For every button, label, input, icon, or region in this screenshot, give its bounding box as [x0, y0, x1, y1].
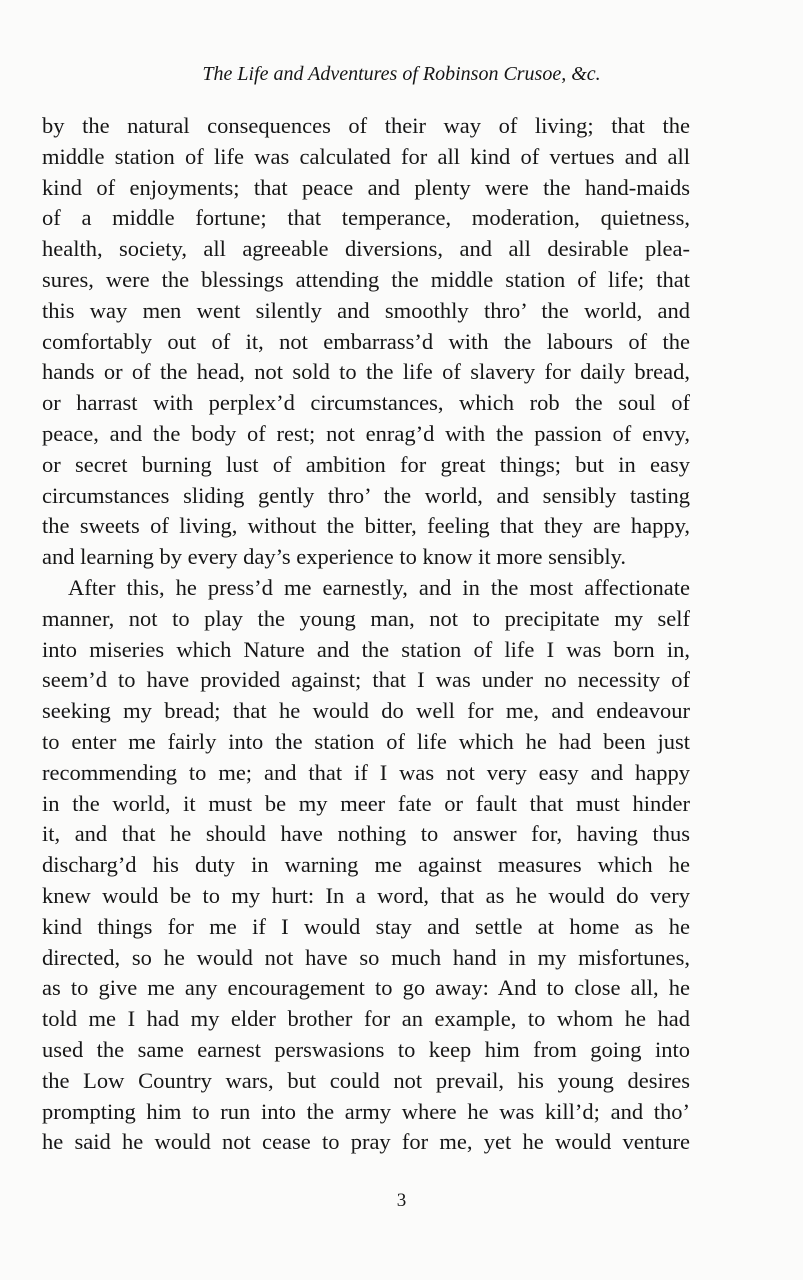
- text-line: as to give me any encouragement to go away: And to close all, he: [42, 975, 690, 1001]
- text-line: seem’d to have provided against; that I was under no necessity of: [42, 667, 690, 693]
- text-line: it, and that he should have nothing to answer for, having thus: [42, 821, 690, 847]
- text-line: kind of enjoyments; that peace and plenty were the hand-maids: [42, 174, 690, 200]
- text-line: manner, not to play the young man, not to precipitate my self: [42, 605, 690, 631]
- paragraph-start-line: After this, he press’d me earnestly, and in the most affectionate: [68, 574, 690, 600]
- text-line: told me I had my elder brother for an example, to whom he had: [42, 1006, 690, 1032]
- text-line: middle station of life was calculated for all kind of vertues and all: [42, 143, 690, 169]
- text-line: the sweets of living, without the bitter, feeling that they are happy,: [42, 513, 690, 539]
- text-line: knew would be to my hurt: In a word, that as he would do very: [42, 882, 690, 908]
- text-line: by the natural consequences of their way of living; that the: [42, 113, 690, 138]
- text-line: in the world, it must be my meer fate or fault that must hinder: [42, 790, 690, 816]
- text-line: into miseries which Nature and the station of life I was born in,: [42, 636, 690, 662]
- body-text: [42, 111, 690, 1158]
- paragraph-end-line: and learning by every day’s experience to know it more sensibly.: [42, 544, 626, 570]
- text-line: or secret burning lust of ambition for great things; but in easy: [42, 451, 690, 477]
- text-line: health, society, all agreeable diversions, and all desirable plea-: [42, 236, 690, 262]
- text-line: used the same earnest perswasions to keep him from going into: [42, 1036, 690, 1062]
- text-line: of a middle fortune; that temperance, moderation, quietness,: [42, 205, 690, 231]
- text-line: comfortably out of it, not embarrass’d with the labours of the: [42, 328, 690, 354]
- text-line: hands or of the head, not sold to the life of slavery for daily bread,: [42, 359, 690, 385]
- running-head-title: The Life and Adventures of Robinson Crusoe, &c.: [202, 63, 601, 85]
- text-line: circumstances sliding gently thro’ the world, and sensibly tasting: [42, 482, 690, 508]
- text-line: he said he would not cease to pray for me, yet he would venture: [42, 1129, 690, 1155]
- text-line: discharg’d his duty in warning me against measures which he: [42, 852, 690, 878]
- text-line: peace, and the body of rest; not enrag’d with the passion of envy,: [42, 420, 690, 446]
- page-number: 3: [396, 1190, 407, 1211]
- text-line: recommending to me; and that if I was not very easy and happy: [42, 759, 690, 785]
- text-line: to enter me fairly into the station of life which he had been just: [42, 728, 690, 754]
- text-line: sures, were the blessings attending the middle station of life; that: [42, 266, 690, 292]
- text-line: or harrast with perplex’d circumstances, which rob the soul of: [42, 390, 690, 416]
- text-line: the Low Country wars, but could not prevail, his young desires: [42, 1067, 690, 1093]
- text-line: prompting him to run into the army where he was kill’d; and tho’: [42, 1098, 690, 1124]
- text-line: this way men went silently and smoothly thro’ the world, and: [42, 297, 690, 323]
- text-line: kind things for me if I would stay and settle at home as he: [42, 913, 690, 939]
- text-line: seeking my bread; that he would do well for me, and endeavour: [42, 698, 690, 724]
- text-line: directed, so he would not have so much hand in my misfortunes,: [42, 944, 690, 970]
